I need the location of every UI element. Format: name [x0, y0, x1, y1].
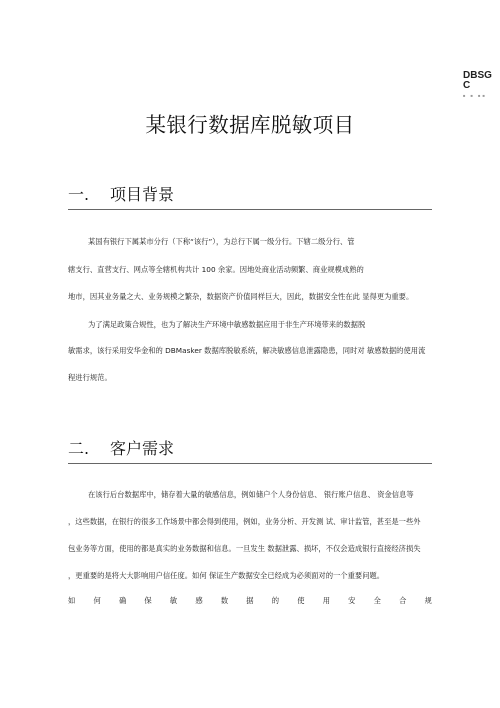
spread-char: 规 — [424, 596, 432, 605]
spread-char: 全 — [373, 596, 381, 605]
section-number: 一. — [68, 185, 90, 204]
spread-char: 使 — [297, 596, 305, 605]
logo-text-line1: DBSG — [463, 70, 492, 81]
section-heading-background — [68, 182, 432, 210]
paragraph-line: 在该行后台数据库中，储存着大量的敏感信息，例如储户个人身份信息、 银行账户信息、 资金信息等 — [88, 490, 414, 499]
spread-char: 保 — [144, 596, 152, 605]
spread-char: 数 — [220, 596, 229, 605]
spread-char: 何 — [93, 596, 101, 605]
paragraph-line: ，更重要的是将大大影响用户信任度。如何 保证生产数据安全已经成为必须面对的一个重要问题。 — [68, 571, 385, 580]
paragraph-line: 地市，因其业务量之大、业务规模之繁杂，数据资产价值同样巨大，因此，数据安全性在此 显得更为重要。 — [68, 292, 414, 301]
paragraph-line: ，这些数据，在银行的很多工作场景中都会得到使用，例如，业务分析、开发测 试、审计监管，甚至是一些外 — [68, 517, 421, 526]
section-number: 二. — [68, 439, 90, 458]
spread-char: 如 — [68, 596, 76, 605]
spread-char: 确 — [118, 596, 127, 605]
logo-small-print: ■ ■ ■■ — [463, 93, 487, 98]
company-logo — [463, 71, 493, 98]
justified-text-line — [68, 596, 432, 606]
paragraph-line: 某国有银行下属某市分行（下称“该行”），为总行下属一级分行。下辖二级分行、管 — [88, 237, 355, 246]
spread-char: 的 — [271, 596, 280, 605]
spread-char: 合 — [399, 596, 407, 605]
spread-char: 感 — [195, 596, 203, 605]
paragraph-line: 包业务等方面，使用的都是真实的业务数据和信息。一旦发生 数据泄露、损坏，不仅会造成银行直接经济损失 — [68, 544, 421, 553]
spread-char: 敏 — [169, 596, 178, 605]
logo-text-line2: C — [463, 80, 471, 91]
paragraph-line: 程进行规范。 — [68, 373, 112, 382]
spread-char: 用 — [322, 596, 330, 605]
paragraph-line: 为了满足政策合规性，也为了解决生产环境中敏感数据应用于非生产环境带来的数据脱 — [88, 320, 366, 329]
document-title: 某银行数据库脱敏项目 — [145, 113, 355, 137]
spread-char: 安 — [348, 596, 356, 605]
spread-char: 据 — [246, 596, 254, 605]
paragraph-line: 辖支行、直营支行、网点等全辖机构共计 100 余家。因地处商业活动频繁、商业规模成熟的 — [68, 265, 364, 274]
section-heading-requirements — [68, 436, 432, 464]
section-title: 项目背景 — [110, 185, 175, 204]
section-title: 客户需求 — [110, 439, 175, 458]
paragraph-line: 敏需求，该行采用安华金和的 DBMasker 数据库脱敏系统，解决敏感信息泄露隐患，同时对 敏感数据的使用流 — [68, 346, 426, 355]
